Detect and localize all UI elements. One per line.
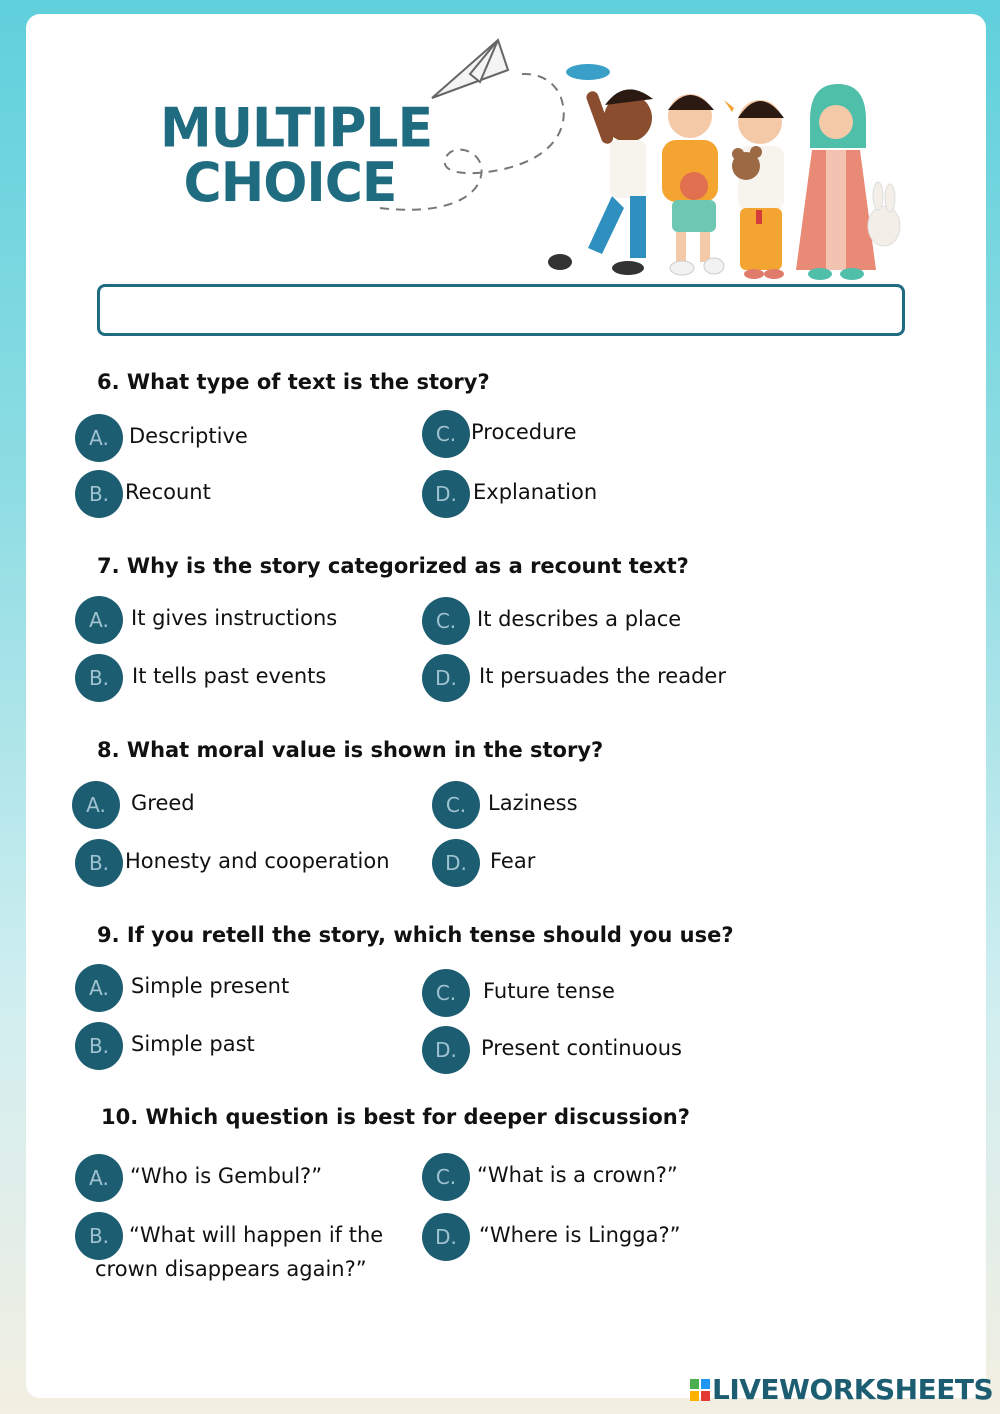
option-letter-bubble[interactable]: A. <box>75 1154 123 1202</box>
question-10-label: 10. Which question is best for deeper discussion? <box>101 1105 690 1129</box>
answer-input-box[interactable] <box>97 284 905 336</box>
question-7-label: 7. Why is the story categorized as a recount text? <box>97 554 689 578</box>
liveworksheets-logo-icon <box>690 1379 710 1401</box>
option-text: It gives instructions <box>131 606 338 630</box>
option-text: “Where is Lingga?” <box>479 1223 681 1247</box>
option-letter-bubble[interactable]: D. <box>422 654 470 702</box>
option-letter-bubble[interactable]: C. <box>422 1153 470 1201</box>
option-letter-bubble[interactable]: B. <box>75 839 123 887</box>
option-letter-bubble[interactable]: A. <box>72 781 120 829</box>
question-8-label: 8. What moral value is shown in the story? <box>97 738 604 762</box>
option-text: Greed <box>131 791 195 815</box>
option-letter-bubble[interactable]: A. <box>75 964 123 1012</box>
option-text: Recount <box>125 480 211 504</box>
option-letter-bubble[interactable]: D. <box>422 1026 470 1074</box>
children-illustration <box>0 0 1000 300</box>
option-letter-bubble[interactable]: B. <box>75 654 123 702</box>
option-text: Simple present <box>131 974 290 998</box>
option-text: “What will happen if the crown disappears again?” <box>95 1223 384 1281</box>
question-9-label: 9. If you retell the story, which tense should you use? <box>97 923 734 947</box>
option-letter-bubble[interactable]: D. <box>422 470 470 518</box>
option-letter-bubble[interactable]: D. <box>432 839 480 887</box>
option-text: Present continuous <box>481 1036 682 1060</box>
question-6-label: 6. What type of text is the story? <box>97 370 490 394</box>
liveworksheets-brand-text: LIVEWORKSHEETS <box>712 1373 994 1406</box>
worksheet-title <box>160 97 433 215</box>
title-line-2: CHOICE <box>183 151 397 215</box>
option-text: It tells past events <box>132 664 327 688</box>
liveworksheets-logo[interactable] <box>690 1373 993 1407</box>
option-letter-bubble[interactable]: B. <box>75 1022 123 1070</box>
option-letter-bubble[interactable]: C. <box>432 781 480 829</box>
option-text: It persuades the reader <box>479 664 726 688</box>
option-text: Descriptive <box>129 424 248 448</box>
option-text: “What is a crown?” <box>477 1163 678 1187</box>
option-text: Simple past <box>131 1032 255 1056</box>
q10-option-b[interactable] <box>75 1212 415 1281</box>
option-letter-bubble[interactable]: B. <box>75 1212 123 1260</box>
option-letter-bubble[interactable]: C. <box>422 969 470 1017</box>
option-text: Laziness <box>488 791 578 815</box>
option-letter-bubble[interactable]: C. <box>422 410 470 458</box>
option-letter-bubble[interactable]: A. <box>75 414 123 462</box>
title-line-1: MULTIPLE <box>160 97 433 161</box>
option-letter-bubble[interactable]: C. <box>422 597 470 645</box>
option-text: It describes a place <box>477 607 682 631</box>
option-text: Fear <box>490 849 536 873</box>
option-text: Future tense <box>483 979 615 1003</box>
option-letter-bubble[interactable]: B. <box>75 470 123 518</box>
option-text: “Who is Gembul?” <box>130 1164 323 1188</box>
option-text: Honesty and cooperation <box>125 849 390 873</box>
option-text: Explanation <box>473 480 598 504</box>
option-text: Procedure <box>471 420 577 444</box>
option-letter-bubble[interactable]: A. <box>75 596 123 644</box>
option-letter-bubble[interactable]: D. <box>422 1213 470 1261</box>
